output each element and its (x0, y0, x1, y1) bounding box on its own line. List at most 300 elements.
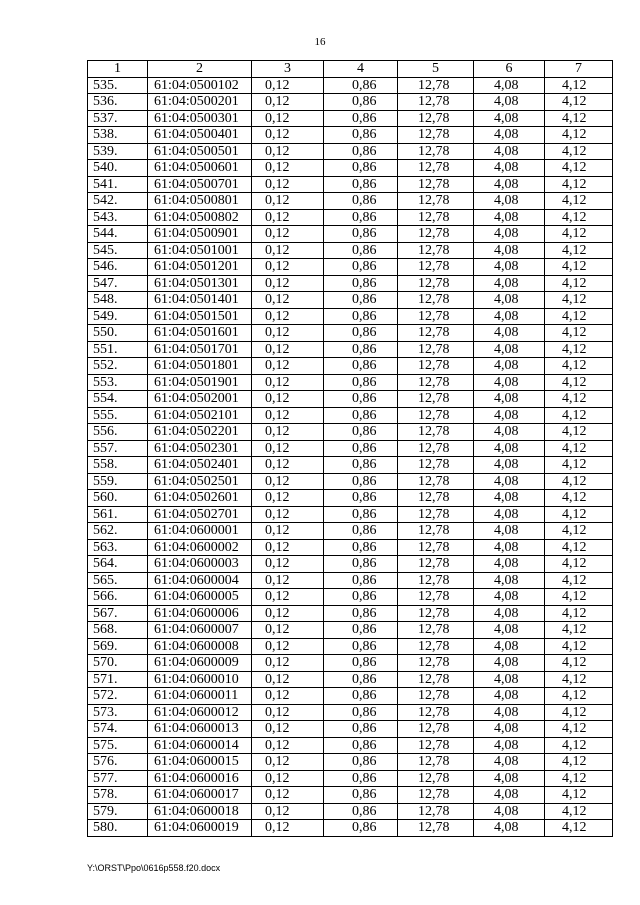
table-cell: 4,08 (474, 671, 545, 688)
table-cell: 4,08 (474, 94, 545, 111)
table-row (88, 374, 613, 391)
table-cell: 550. (88, 325, 148, 342)
table-cell: 4,12 (545, 754, 613, 771)
table-cell: 0,12 (252, 209, 324, 226)
table-row (88, 275, 613, 292)
table-cell: 535. (88, 77, 148, 94)
table-cell: 12,78 (398, 556, 474, 573)
table-cell: 12,78 (398, 209, 474, 226)
table-cell: 61:04:0600016 (148, 770, 252, 787)
table-cell: 580. (88, 820, 148, 837)
table-cell: 61:04:0600001 (148, 523, 252, 540)
table-cell: 12,78 (398, 110, 474, 127)
column-header-5: 5 (398, 61, 474, 78)
table-cell: 0,12 (252, 358, 324, 375)
table-cell: 0,12 (252, 275, 324, 292)
table-cell: 562. (88, 523, 148, 540)
table-cell: 4,12 (545, 638, 613, 655)
table-cell: 4,12 (545, 589, 613, 606)
table-cell: 4,12 (545, 820, 613, 837)
table-cell: 0,86 (324, 176, 398, 193)
table-cell: 0,86 (324, 457, 398, 474)
table-cell: 0,12 (252, 407, 324, 424)
table-cell: 12,78 (398, 820, 474, 837)
table-cell: 61:04:0500801 (148, 193, 252, 210)
table-row (88, 308, 613, 325)
table-cell: 0,12 (252, 803, 324, 820)
table-cell: 571. (88, 671, 148, 688)
table-cell: 539. (88, 143, 148, 160)
table-cell: 4,12 (545, 407, 613, 424)
table-cell: 0,12 (252, 226, 324, 243)
table-cell: 0,12 (252, 259, 324, 276)
table-cell: 61:04:0600014 (148, 737, 252, 754)
table-cell: 61:04:0600004 (148, 572, 252, 589)
table-cell: 0,12 (252, 341, 324, 358)
table-cell: 61:04:0600002 (148, 539, 252, 556)
table-cell: 0,86 (324, 787, 398, 804)
table-cell: 12,78 (398, 193, 474, 210)
table-cell: 61:04:0501601 (148, 325, 252, 342)
table-cell: 61:04:0502301 (148, 440, 252, 457)
table-cell: 0,86 (324, 572, 398, 589)
table-cell: 61:04:0600003 (148, 556, 252, 573)
table-row (88, 292, 613, 309)
table-cell: 0,86 (324, 638, 398, 655)
table-row (88, 94, 613, 111)
table-cell: 4,08 (474, 622, 545, 639)
table-cell: 4,08 (474, 242, 545, 259)
table-cell: 4,12 (545, 721, 613, 738)
table-cell: 4,08 (474, 770, 545, 787)
table-row (88, 556, 613, 573)
data-table (87, 60, 613, 837)
table-cell: 4,08 (474, 127, 545, 144)
table-cell: 0,12 (252, 440, 324, 457)
table-cell: 4,12 (545, 704, 613, 721)
table-cell: 61:04:0500301 (148, 110, 252, 127)
table-row (88, 176, 613, 193)
table-cell: 4,12 (545, 176, 613, 193)
table-cell: 0,12 (252, 622, 324, 639)
table-cell: 61:04:0500201 (148, 94, 252, 111)
table-cell: 4,12 (545, 391, 613, 408)
table-cell: 61:04:0500401 (148, 127, 252, 144)
table-cell: 0,12 (252, 110, 324, 127)
table-cell: 61:04:0500601 (148, 160, 252, 177)
table-cell: 537. (88, 110, 148, 127)
table-cell: 4,08 (474, 473, 545, 490)
table-cell: 12,78 (398, 803, 474, 820)
table-cell: 12,78 (398, 754, 474, 771)
table-cell: 0,86 (324, 193, 398, 210)
table-cell: 4,08 (474, 259, 545, 276)
table-cell: 12,78 (398, 539, 474, 556)
table-header-row (88, 61, 613, 78)
table-cell: 566. (88, 589, 148, 606)
table-cell: 0,86 (324, 820, 398, 837)
table-cell: 0,12 (252, 787, 324, 804)
table-cell: 4,08 (474, 325, 545, 342)
table-cell: 12,78 (398, 77, 474, 94)
table-cell: 4,12 (545, 457, 613, 474)
table-cell: 12,78 (398, 589, 474, 606)
table-cell: 575. (88, 737, 148, 754)
table-cell: 61:04:0502701 (148, 506, 252, 523)
table-cell: 0,86 (324, 803, 398, 820)
table-cell: 61:04:0502001 (148, 391, 252, 408)
table-cell: 0,12 (252, 473, 324, 490)
table-cell: 563. (88, 539, 148, 556)
table-cell: 0,12 (252, 193, 324, 210)
table-cell: 536. (88, 94, 148, 111)
table-cell: 558. (88, 457, 148, 474)
table-cell: 0,12 (252, 325, 324, 342)
table-cell: 61:04:0501401 (148, 292, 252, 309)
table-row (88, 490, 613, 507)
table-cell: 546. (88, 259, 148, 276)
table-cell: 61:04:0600010 (148, 671, 252, 688)
table-cell: 541. (88, 176, 148, 193)
table-cell: 4,08 (474, 341, 545, 358)
table-row (88, 787, 613, 804)
table-cell: 4,12 (545, 803, 613, 820)
table-cell: 545. (88, 242, 148, 259)
table-cell: 4,12 (545, 193, 613, 210)
table-cell: 0,12 (252, 176, 324, 193)
table-row (88, 110, 613, 127)
table-cell: 4,12 (545, 622, 613, 639)
table-cell: 12,78 (398, 94, 474, 111)
table-cell: 548. (88, 292, 148, 309)
table-cell: 12,78 (398, 242, 474, 259)
column-header-7: 7 (545, 61, 613, 78)
table-cell: 564. (88, 556, 148, 573)
table-row (88, 655, 613, 672)
table-cell: 4,08 (474, 176, 545, 193)
table-cell: 574. (88, 721, 148, 738)
table-cell: 12,78 (398, 622, 474, 639)
table-row (88, 226, 613, 243)
table-cell: 0,12 (252, 160, 324, 177)
table-cell: 4,12 (545, 424, 613, 441)
table-cell: 549. (88, 308, 148, 325)
table-cell: 4,12 (545, 341, 613, 358)
table-cell: 4,12 (545, 110, 613, 127)
table-cell: 0,86 (324, 275, 398, 292)
table-row (88, 259, 613, 276)
table-cell: 0,86 (324, 655, 398, 672)
table-cell: 4,08 (474, 275, 545, 292)
table-cell: 0,12 (252, 292, 324, 309)
table-cell: 61:04:0600008 (148, 638, 252, 655)
table-cell: 573. (88, 704, 148, 721)
table-cell: 0,12 (252, 391, 324, 408)
table-cell: 61:04:0600011 (148, 688, 252, 705)
table-cell: 61:04:0501001 (148, 242, 252, 259)
table-cell: 4,12 (545, 671, 613, 688)
table-cell: 0,12 (252, 721, 324, 738)
table-cell: 61:04:0502101 (148, 407, 252, 424)
table-cell: 0,86 (324, 622, 398, 639)
table-cell: 0,12 (252, 737, 324, 754)
table-cell: 4,12 (545, 787, 613, 804)
table-row (88, 820, 613, 837)
table-cell: 4,08 (474, 209, 545, 226)
table-cell: 12,78 (398, 506, 474, 523)
table-cell: 61:04:0502601 (148, 490, 252, 507)
table-cell: 61:04:0502201 (148, 424, 252, 441)
table-cell: 4,12 (545, 292, 613, 309)
table-cell: 12,78 (398, 358, 474, 375)
table-cell: 61:04:0501701 (148, 341, 252, 358)
table-cell: 0,12 (252, 655, 324, 672)
table-row (88, 638, 613, 655)
table-row (88, 127, 613, 144)
table-cell: 12,78 (398, 226, 474, 243)
table-cell: 61:04:0600006 (148, 605, 252, 622)
table-cell: 12,78 (398, 721, 474, 738)
table-cell: 4,08 (474, 407, 545, 424)
table-cell: 4,08 (474, 803, 545, 820)
table-cell: 0,86 (324, 770, 398, 787)
table-row (88, 440, 613, 457)
table-cell: 0,86 (324, 374, 398, 391)
table-cell: 542. (88, 193, 148, 210)
table-row (88, 407, 613, 424)
footer-file-path: Y:\ORST\Ppo\0616p558.f20.docx (87, 863, 221, 873)
table-cell: 0,86 (324, 226, 398, 243)
table-cell: 0,12 (252, 688, 324, 705)
table-cell: 0,12 (252, 820, 324, 837)
table-cell: 4,08 (474, 292, 545, 309)
table-row (88, 424, 613, 441)
table-cell: 12,78 (398, 341, 474, 358)
table-row (88, 341, 613, 358)
table-cell: 0,12 (252, 556, 324, 573)
table-cell: 4,08 (474, 539, 545, 556)
table-cell: 570. (88, 655, 148, 672)
table-row (88, 325, 613, 342)
table-cell: 0,86 (324, 358, 398, 375)
table-cell: 4,12 (545, 358, 613, 375)
table-cell: 0,86 (324, 589, 398, 606)
table-cell: 12,78 (398, 671, 474, 688)
table-cell: 61:04:0501801 (148, 358, 252, 375)
table-cell: 4,12 (545, 94, 613, 111)
table-cell: 0,86 (324, 605, 398, 622)
table-cell: 4,12 (545, 440, 613, 457)
table-cell: 61:04:0600018 (148, 803, 252, 820)
table-cell: 0,86 (324, 490, 398, 507)
table-cell: 4,08 (474, 721, 545, 738)
table-cell: 0,86 (324, 143, 398, 160)
table-cell: 4,08 (474, 358, 545, 375)
table-cell: 12,78 (398, 688, 474, 705)
table-row (88, 803, 613, 820)
table-cell: 0,86 (324, 424, 398, 441)
table-cell: 4,12 (545, 275, 613, 292)
table-cell: 61:04:0500501 (148, 143, 252, 160)
table-cell: 0,86 (324, 539, 398, 556)
table-cell: 12,78 (398, 490, 474, 507)
table-cell: 12,78 (398, 176, 474, 193)
table-cell: 61:04:0600012 (148, 704, 252, 721)
table-cell: 4,08 (474, 704, 545, 721)
table-cell: 568. (88, 622, 148, 639)
table-cell: 12,78 (398, 737, 474, 754)
table-cell: 0,86 (324, 671, 398, 688)
table-cell: 4,12 (545, 209, 613, 226)
table-cell: 4,08 (474, 226, 545, 243)
table-cell: 557. (88, 440, 148, 457)
table-cell: 0,86 (324, 94, 398, 111)
table-cell: 4,12 (545, 226, 613, 243)
table-cell: 0,86 (324, 292, 398, 309)
table-cell: 12,78 (398, 308, 474, 325)
column-header-6: 6 (474, 61, 545, 78)
table-cell: 4,08 (474, 440, 545, 457)
table-cell: 4,08 (474, 110, 545, 127)
table-cell: 554. (88, 391, 148, 408)
table-cell: 565. (88, 572, 148, 589)
table-row (88, 721, 613, 738)
table-cell: 4,08 (474, 457, 545, 474)
table-cell: 4,08 (474, 424, 545, 441)
table-cell: 0,12 (252, 671, 324, 688)
table-cell: 4,12 (545, 523, 613, 540)
table-cell: 4,08 (474, 143, 545, 160)
table-cell: 559. (88, 473, 148, 490)
table-cell: 61:04:0500701 (148, 176, 252, 193)
table-cell: 552. (88, 358, 148, 375)
table-cell: 0,86 (324, 325, 398, 342)
table-cell: 4,08 (474, 308, 545, 325)
table-cell: 0,12 (252, 770, 324, 787)
table-cell: 4,12 (545, 539, 613, 556)
table-cell: 4,12 (545, 737, 613, 754)
table-cell: 4,08 (474, 193, 545, 210)
table-row (88, 589, 613, 606)
table-row (88, 572, 613, 589)
table-cell: 61:04:0600019 (148, 820, 252, 837)
table-cell: 4,08 (474, 688, 545, 705)
table-cell: 0,86 (324, 721, 398, 738)
table-cell: 12,78 (398, 605, 474, 622)
table-cell: 0,86 (324, 754, 398, 771)
table-row (88, 143, 613, 160)
table-cell: 0,86 (324, 391, 398, 408)
table-cell: 0,12 (252, 589, 324, 606)
table-cell: 12,78 (398, 292, 474, 309)
table-cell: 12,78 (398, 770, 474, 787)
table-cell: 0,12 (252, 539, 324, 556)
table-row (88, 688, 613, 705)
table-cell: 12,78 (398, 424, 474, 441)
table-cell: 555. (88, 407, 148, 424)
table-cell: 4,08 (474, 391, 545, 408)
table-cell: 0,12 (252, 374, 324, 391)
table-row (88, 622, 613, 639)
table-cell: 577. (88, 770, 148, 787)
table-row (88, 770, 613, 787)
table-cell: 578. (88, 787, 148, 804)
table-cell: 0,86 (324, 160, 398, 177)
table-cell: 0,86 (324, 110, 398, 127)
table-cell: 12,78 (398, 523, 474, 540)
table-row (88, 193, 613, 210)
table-cell: 0,86 (324, 737, 398, 754)
table-cell: 4,12 (545, 770, 613, 787)
table-cell: 61:04:0501501 (148, 308, 252, 325)
table-cell: 561. (88, 506, 148, 523)
table-cell: 12,78 (398, 572, 474, 589)
table-row (88, 539, 613, 556)
table-cell: 0,86 (324, 556, 398, 573)
table-cell: 0,86 (324, 473, 398, 490)
table-cell: 4,12 (545, 556, 613, 573)
table-cell: 0,86 (324, 259, 398, 276)
table-cell: 4,08 (474, 638, 545, 655)
table-cell: 12,78 (398, 638, 474, 655)
table-row (88, 704, 613, 721)
table-cell: 0,12 (252, 308, 324, 325)
table-cell: 12,78 (398, 143, 474, 160)
table-cell: 61:04:0501301 (148, 275, 252, 292)
table-row (88, 358, 613, 375)
table-cell: 61:04:0502501 (148, 473, 252, 490)
table-cell: 0,12 (252, 572, 324, 589)
table-cell: 4,08 (474, 160, 545, 177)
table-cell: 12,78 (398, 374, 474, 391)
table-cell: 0,86 (324, 688, 398, 705)
table-cell: 4,12 (545, 655, 613, 672)
table-row (88, 457, 613, 474)
table-cell: 0,12 (252, 424, 324, 441)
table-row (88, 671, 613, 688)
table-cell: 12,78 (398, 473, 474, 490)
table-cell: 12,78 (398, 407, 474, 424)
table-row (88, 209, 613, 226)
table-cell: 551. (88, 341, 148, 358)
table-cell: 0,12 (252, 638, 324, 655)
table-cell: 12,78 (398, 275, 474, 292)
table-cell: 12,78 (398, 259, 474, 276)
column-header-3: 3 (252, 61, 324, 78)
table-cell: 0,12 (252, 77, 324, 94)
table-cell: 4,08 (474, 787, 545, 804)
table-row (88, 160, 613, 177)
table-cell: 4,08 (474, 754, 545, 771)
table-cell: 0,86 (324, 308, 398, 325)
table-cell: 0,12 (252, 506, 324, 523)
table-cell: 4,12 (545, 77, 613, 94)
table-cell: 12,78 (398, 787, 474, 804)
table-cell: 0,86 (324, 341, 398, 358)
table-cell: 579. (88, 803, 148, 820)
table-cell: 61:04:0600013 (148, 721, 252, 738)
table-cell: 61:04:0500802 (148, 209, 252, 226)
table-cell: 0,12 (252, 242, 324, 259)
column-header-2: 2 (148, 61, 252, 78)
table-cell: 12,78 (398, 457, 474, 474)
table-cell: 543. (88, 209, 148, 226)
table-cell: 0,86 (324, 407, 398, 424)
table-row (88, 473, 613, 490)
table-row (88, 737, 613, 754)
table-cell: 4,12 (545, 160, 613, 177)
table-cell: 4,12 (545, 374, 613, 391)
